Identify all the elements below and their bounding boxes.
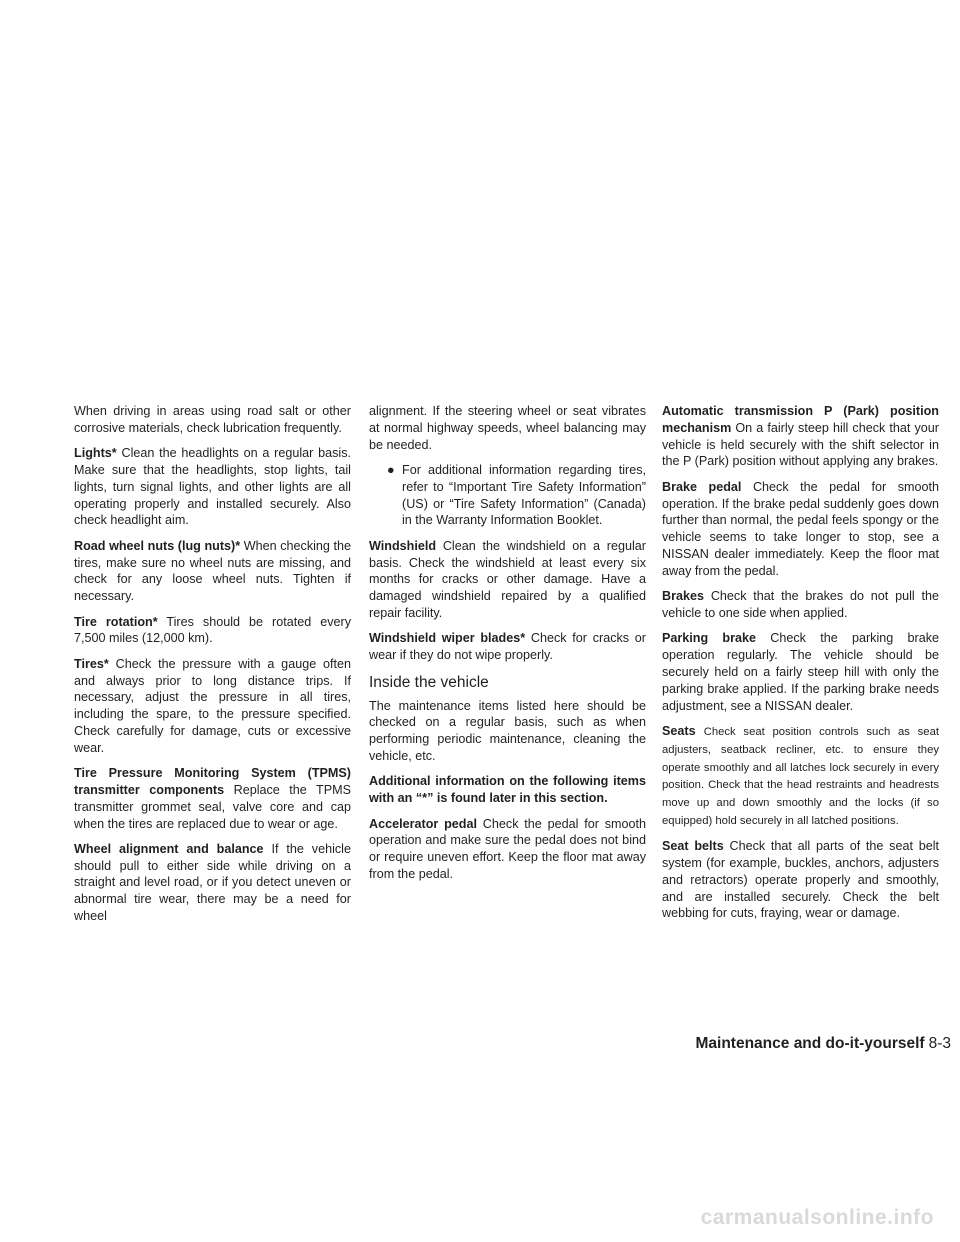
additional-info-note: Additional information on the following items with an “*” is found later in this section. <box>369 774 646 806</box>
column-right <box>662 403 939 931</box>
wheel-alignment-continuation: alignment. If the steering wheel or seat vibrates at normal highway speeds, wheel balancing may be needed. <box>369 404 646 452</box>
tpms-item <box>74 765 351 832</box>
parking-brake-item <box>662 630 939 714</box>
accelerator-pedal-item <box>369 816 646 883</box>
road-wheel-nuts-text: When checking the tires, make sure no wheel nuts are missing, and check for any loose wheel nuts. Tighten if necessary. <box>74 538 352 604</box>
brake-pedal-item <box>662 479 939 580</box>
wheel-alignment-text: If the vehicle should pull to either side while driving on a straight and level road, or if you detect uneven or abnormal tire wear, there may be a need for wheel <box>74 841 351 924</box>
footer-section-title: Maintenance and do-it-yourself <box>695 1035 925 1052</box>
wheel-alignment-term: Wheel alignment and balance <box>74 841 264 856</box>
windshield-text: Clean the windshield on a regular basis. Check the windshield at least every six months for cracks or other damage. Have a damaged windshield repaired by a qualified repair facility. <box>369 538 646 620</box>
road-wheel-nuts-term: Road wheel nuts (lug nuts)* <box>74 538 241 553</box>
brakes-term: Brakes <box>662 589 705 604</box>
intro-paragraph: When driving in areas using road salt or other corrosive materials, check lubrication frequently. <box>74 404 351 435</box>
brakes-text: Check that the brakes do not pull the vehicle to one side when applied. <box>662 589 939 620</box>
page-footer <box>662 1034 951 1054</box>
windshield-item <box>369 538 646 622</box>
parking-brake-term: Parking brake <box>662 631 757 646</box>
accelerator-pedal-text: Check the pedal for smooth operation and make sure the pedal does not bind or require uneven effort. Keep the floor mat away from the pedal. <box>369 816 646 881</box>
bullet-text: For additional information regarding tires, refer to “Important Tire Safety Information” (US) or “Tire Safety Information” (Canada) in the Warranty Information Booklet. <box>402 462 646 528</box>
tire-rotation-item <box>74 614 351 648</box>
tire-rotation-text: Tires should be rotated every 7,500 miles (12,000 km). <box>74 614 352 646</box>
brakes-item <box>662 588 939 622</box>
seats-item <box>662 723 939 830</box>
tire-info-bullet <box>369 462 646 529</box>
tires-term: Tires* <box>74 656 109 671</box>
accelerator-pedal-term: Accelerator pedal <box>369 816 477 831</box>
tpms-text: Replace the TPMS transmitter grommet seal, valve core and cap when the tires are replaced due to wear or age. <box>74 782 351 831</box>
inside-intro-paragraph: The maintenance items listed here should be checked on a regular basis, such as when performing periodic maintenance, cleaning the vehicle, etc. <box>369 698 646 763</box>
windshield-term: Windshield <box>369 538 437 553</box>
tires-text: Check the pressure with a gauge often and always prior to long distance trips. If necessary, adjust the pressure in all tires, including the spare, to the pressure specified. Check carefully for damage, cuts or excessive wear. <box>74 656 352 755</box>
tpms-term: Tire Pressure Monitoring System (TPMS) transmitter components <box>74 766 351 797</box>
seat-belts-text: Check that all parts of the seat belt system (for example, buckles, anchors, adjusters and retractors) operate properly and smoothly, and are installed securely. Check the belt webbing for cuts, fraying, wear or damage. <box>662 839 939 921</box>
wiper-blades-term: Windshield wiper blades* <box>369 631 526 646</box>
lights-term: Lights* <box>74 446 117 461</box>
wheel-alignment-item <box>74 841 351 925</box>
column-middle <box>369 403 646 891</box>
park-mechanism-term: Automatic transmission P (Park) position mechanism <box>662 404 939 435</box>
tire-rotation-term: Tire rotation* <box>74 614 158 629</box>
footer-page-number: 8-3 <box>928 1035 951 1052</box>
lights-text: Clean the headlights on a regular basis. Make sure that the headlights, stop lights, tail lights, turn signal lights, and other lights are all operating properly and installed securely. Also check headlight aim. <box>74 446 352 528</box>
wiper-blades-text: Check for cracks or wear if they do not wipe properly. <box>369 631 646 663</box>
seats-term: Seats <box>662 723 696 738</box>
road-wheel-nuts-item <box>74 538 351 605</box>
park-mechanism-item <box>662 403 939 470</box>
tires-item <box>74 656 351 757</box>
parking-brake-text: Check the parking brake operation regularly. The vehicle should be securely held on a fairly steep hill with only the parking brake applied. If the parking brake needs adjustment, see a NISSAN dealer. <box>662 631 939 713</box>
column-left <box>74 403 351 933</box>
watermark-logo: carmanualsonline.info <box>700 1206 934 1229</box>
section-heading-inside-vehicle: Inside the vehicle <box>369 673 489 691</box>
brake-pedal-term: Brake pedal <box>662 479 742 494</box>
park-mechanism-text: On a fairly steep hill check that your vehicle is held securely with the shift selector in the P (Park) position without applying any brakes. <box>662 420 940 469</box>
seat-belts-item <box>662 838 939 922</box>
bullet-icon: ● <box>387 462 395 477</box>
lights-item <box>74 445 351 529</box>
wiper-blades-item <box>369 630 646 664</box>
seats-text: Check seat position controls such as seat adjusters, seatback recliner, etc. to ensure they operate smoothly and all latches lock securely in every position. Check that the head restraints and headrests move up and down smoothly and the locks (if so equipped) hold securely in all latched positions. <box>662 725 939 827</box>
brake-pedal-text: Check the pedal for smooth operation. If the brake pedal suddenly goes down further than normal, the pedal feels spongy or the vehicle seems to take longer to stop, see a NISSAN dealer immediately. Keep the floor mat away from the pedal. <box>662 479 939 578</box>
seat-belts-term: Seat belts <box>662 839 724 854</box>
